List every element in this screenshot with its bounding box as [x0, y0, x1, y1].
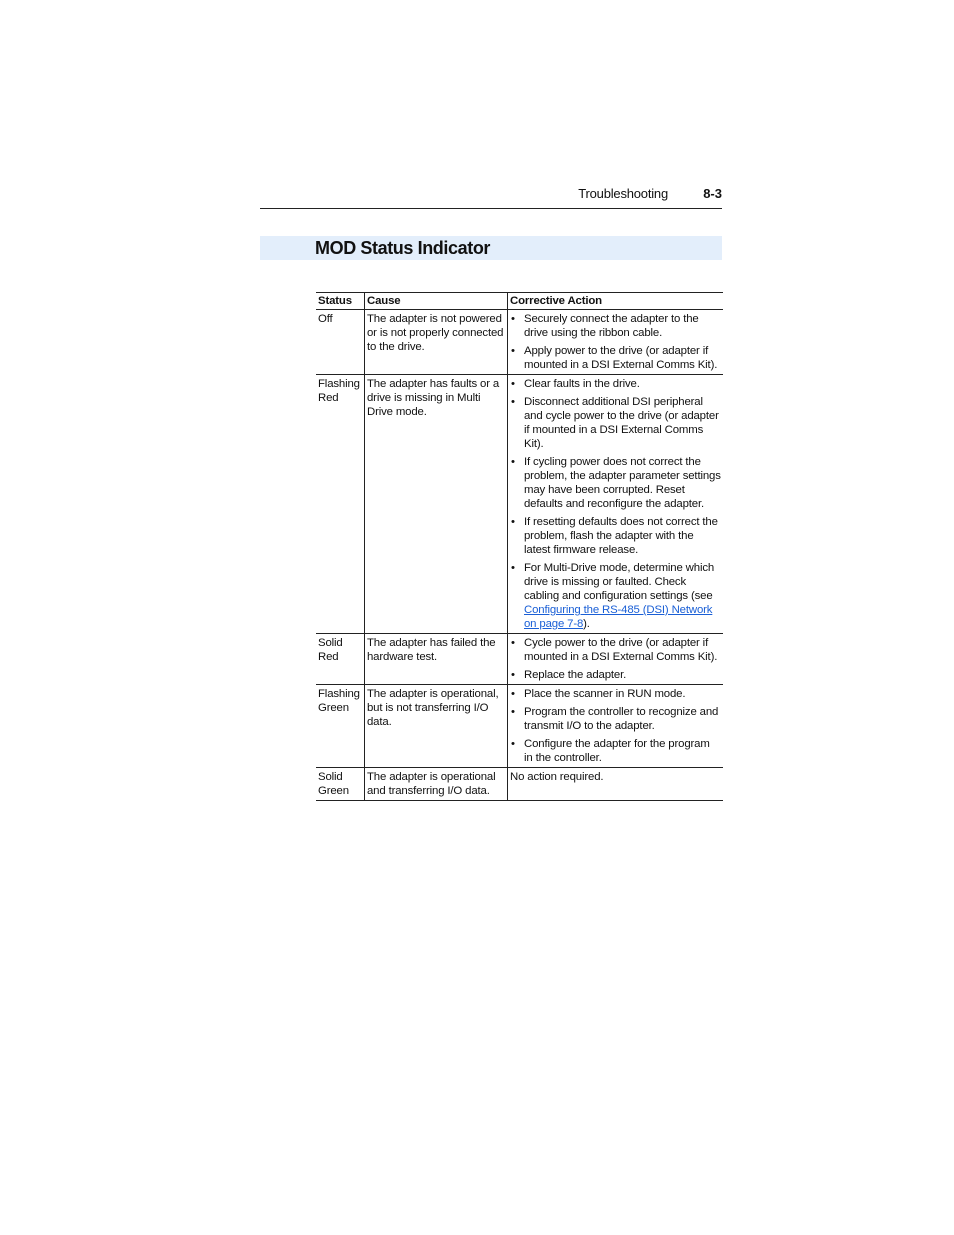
table-row — [316, 685, 723, 768]
table-header-row — [316, 293, 723, 310]
action-text: ). — [583, 618, 590, 630]
table-row — [316, 768, 723, 801]
mod-status-table — [316, 292, 723, 801]
action-list — [510, 687, 721, 765]
action-item — [510, 561, 721, 631]
cause-cell: The adapter is not powered or is not properly connected to the drive. — [365, 310, 508, 375]
action-cell — [508, 375, 724, 634]
action-list — [510, 636, 721, 682]
page-number: 8-3 — [703, 186, 722, 201]
action-item: • Configure the adapter for the program in the controller. — [510, 737, 721, 765]
action-item: • If cycling power does not correct the problem, the adapter parameter settings may have been corrupted. Reset defaults and reconfigure the adapter. — [510, 455, 721, 511]
column-header-corrective-action: Corrective Action — [508, 293, 724, 310]
cause-cell: The adapter has failed the hardware test. — [365, 634, 508, 685]
table-row — [316, 310, 723, 375]
cause-cell: The adapter is operational, but is not transferring I/O data. — [365, 685, 508, 768]
table-row — [316, 634, 723, 685]
table-row — [316, 375, 723, 634]
column-header-status: Status — [316, 293, 365, 310]
section-title-band — [260, 236, 722, 260]
status-cell: Flashing Red — [316, 375, 365, 634]
cause-cell: The adapter is operational and transferring I/O data. — [365, 768, 508, 801]
action-list — [510, 312, 721, 372]
status-cell: Solid Red — [316, 634, 365, 685]
action-item: • Place the scanner in RUN mode. — [510, 687, 721, 701]
action-item: • Program the controller to recognize and transmit I/O to the adapter. — [510, 705, 721, 733]
section-title: MOD Status Indicator — [315, 238, 491, 258]
section-name: Troubleshooting — [578, 186, 668, 201]
action-cell: No action required. — [508, 768, 724, 801]
action-item: • Clear faults in the drive. — [510, 377, 721, 391]
column-header-cause: Cause — [365, 293, 508, 310]
action-cell — [508, 685, 724, 768]
action-item: • Apply power to the drive (or adapter if mounted in a DSI External Comms Kit). — [510, 344, 721, 372]
running-header — [260, 184, 722, 209]
status-cell: Solid Green — [316, 768, 365, 801]
action-item: • Securely connect the adapter to the drive using the ribbon cable. — [510, 312, 721, 340]
action-cell — [508, 310, 724, 375]
status-cell: Flashing Green — [316, 685, 365, 768]
cause-cell: The adapter has faults or a drive is missing in Multi Drive mode. — [365, 375, 508, 634]
action-list — [510, 377, 721, 631]
action-cell — [508, 634, 724, 685]
cross-reference-link[interactable]: Configuring the RS-485 (DSI) Network on page 7-8 — [524, 604, 713, 630]
action-item: • Replace the adapter. — [510, 668, 721, 682]
action-item: • Disconnect additional DSI peripheral and cycle power to the drive (or adapter if mounted in a DSI External Comms Kit). — [510, 395, 721, 451]
action-item: • Cycle power to the drive (or adapter if mounted in a DSI External Comms Kit). — [510, 636, 721, 664]
action-item: • If resetting defaults does not correct the problem, flash the adapter with the latest firmware release. — [510, 515, 721, 557]
status-cell: Off — [316, 310, 365, 375]
action-text: For Multi-Drive mode, determine which drive is missing or faulted. Check cabling and configuration settings (see — [524, 562, 715, 602]
